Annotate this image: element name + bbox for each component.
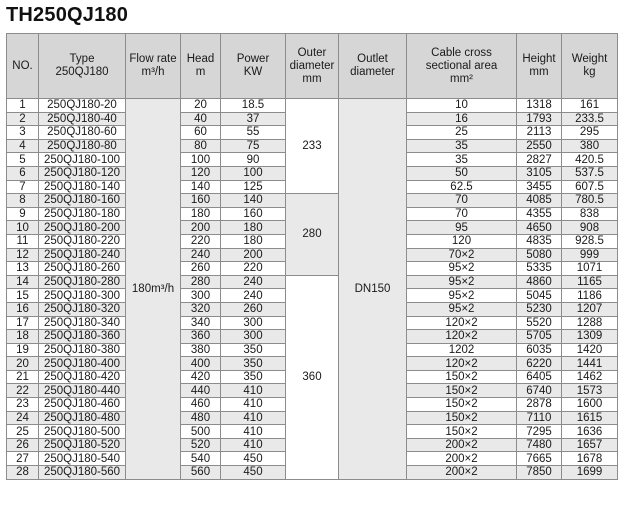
cell-height: 6220 (517, 357, 562, 371)
cell-height: 4355 (517, 207, 562, 221)
cell-cable-area: 95×2 (407, 262, 517, 276)
cell-height: 7480 (517, 438, 562, 452)
cell-power: 410 (221, 425, 286, 439)
cell-height: 3105 (517, 166, 562, 180)
cell-cable-area: 95×2 (407, 275, 517, 289)
table-row (7, 194, 618, 208)
cell-head: 560 (181, 466, 221, 480)
cell-weight: 908 (562, 221, 618, 235)
cell-power: 260 (221, 302, 286, 316)
col-header-height: Height mm (517, 34, 562, 99)
header-row (7, 34, 618, 99)
cell-type: 250QJ180-400 (39, 357, 126, 371)
cell-height: 2113 (517, 126, 562, 140)
cell-type: 250QJ180-20 (39, 99, 126, 113)
cell-head: 400 (181, 357, 221, 371)
cell-cable-area: 62.5 (407, 180, 517, 194)
cell-no: 20 (7, 357, 39, 371)
table-body (7, 99, 618, 480)
cell-weight: 1288 (562, 316, 618, 330)
cell-head: 20 (181, 99, 221, 113)
col-header-head: Head m (181, 34, 221, 99)
page-title: TH250QJ180 (6, 4, 129, 26)
cell-head: 320 (181, 302, 221, 316)
cell-type: 250QJ180-380 (39, 343, 126, 357)
cell-head: 440 (181, 384, 221, 398)
cell-cable-area: 150×2 (407, 370, 517, 384)
cell-height: 7665 (517, 452, 562, 466)
cell-type: 250QJ180-200 (39, 221, 126, 235)
cell-weight: 1462 (562, 370, 618, 384)
cell-weight: 1600 (562, 398, 618, 412)
table-row (7, 99, 618, 113)
cell-weight: 295 (562, 126, 618, 140)
cell-head: 480 (181, 411, 221, 425)
cell-power: 300 (221, 330, 286, 344)
cell-height: 5080 (517, 248, 562, 262)
cell-head: 100 (181, 153, 221, 167)
cell-cable-area: 150×2 (407, 411, 517, 425)
col-header-cable-area: Cable cross sectional area mm² (407, 34, 517, 99)
cell-weight: 1441 (562, 357, 618, 371)
cell-cable-area: 1202 (407, 343, 517, 357)
cell-head: 540 (181, 452, 221, 466)
cell-no: 27 (7, 452, 39, 466)
cell-weight: 1573 (562, 384, 618, 398)
table-row (7, 275, 618, 289)
cell-type: 250QJ180-360 (39, 330, 126, 344)
cell-power: 75 (221, 139, 286, 153)
col-header-flow-rate: Flow rate m³/h (126, 34, 181, 99)
cell-power: 450 (221, 466, 286, 480)
cell-power: 160 (221, 207, 286, 221)
cell-outer-diameter: 233 (286, 99, 339, 194)
cell-head: 520 (181, 438, 221, 452)
cell-type: 250QJ180-260 (39, 262, 126, 276)
cell-type: 250QJ180-500 (39, 425, 126, 439)
cell-head: 260 (181, 262, 221, 276)
cell-head: 120 (181, 166, 221, 180)
cell-power: 90 (221, 153, 286, 167)
cell-cable-area: 50 (407, 166, 517, 180)
cell-weight: 607.5 (562, 180, 618, 194)
cell-power: 350 (221, 343, 286, 357)
cell-height: 6405 (517, 370, 562, 384)
cell-head: 280 (181, 275, 221, 289)
cell-type: 250QJ180-160 (39, 194, 126, 208)
cell-cable-area: 70 (407, 194, 517, 208)
cell-height: 5520 (517, 316, 562, 330)
cell-no: 10 (7, 221, 39, 235)
cell-power: 100 (221, 166, 286, 180)
cell-cable-area: 150×2 (407, 425, 517, 439)
cell-head: 160 (181, 194, 221, 208)
cell-head: 80 (181, 139, 221, 153)
cell-weight: 233.5 (562, 112, 618, 126)
cell-power: 140 (221, 194, 286, 208)
col-header-weight: Weight kg (562, 34, 618, 99)
cell-weight: 161 (562, 99, 618, 113)
cell-power: 55 (221, 126, 286, 140)
cell-type: 250QJ180-180 (39, 207, 126, 221)
cell-weight: 1309 (562, 330, 618, 344)
cell-height: 5705 (517, 330, 562, 344)
cell-weight: 1420 (562, 343, 618, 357)
cell-type: 250QJ180-520 (39, 438, 126, 452)
cell-head: 220 (181, 234, 221, 248)
cell-height: 7850 (517, 466, 562, 480)
cell-head: 180 (181, 207, 221, 221)
cell-power: 410 (221, 411, 286, 425)
cell-outlet-diameter: DN150 (339, 99, 407, 480)
cell-power: 37 (221, 112, 286, 126)
cell-type: 250QJ180-140 (39, 180, 126, 194)
cell-type: 250QJ180-300 (39, 289, 126, 303)
cell-height: 2878 (517, 398, 562, 412)
cell-weight: 380 (562, 139, 618, 153)
cell-power: 410 (221, 438, 286, 452)
cell-height: 4650 (517, 221, 562, 235)
cell-cable-area: 35 (407, 153, 517, 167)
cell-weight: 1615 (562, 411, 618, 425)
cell-no: 16 (7, 302, 39, 316)
cell-power: 240 (221, 275, 286, 289)
cell-power: 180 (221, 221, 286, 235)
cell-no: 1 (7, 99, 39, 113)
cell-no: 26 (7, 438, 39, 452)
cell-type: 250QJ180-220 (39, 234, 126, 248)
cell-height: 7295 (517, 425, 562, 439)
cell-no: 11 (7, 234, 39, 248)
cell-height: 5230 (517, 302, 562, 316)
cell-type: 250QJ180-100 (39, 153, 126, 167)
col-header-outer-diameter: Outer diameter mm (286, 34, 339, 99)
col-header-outlet-diameter: Outlet diameter (339, 34, 407, 99)
cell-head: 40 (181, 112, 221, 126)
cell-height: 7110 (517, 411, 562, 425)
cell-height: 4085 (517, 194, 562, 208)
cell-head: 420 (181, 370, 221, 384)
cell-no: 8 (7, 194, 39, 208)
cell-weight: 1207 (562, 302, 618, 316)
cell-no: 22 (7, 384, 39, 398)
cell-cable-area: 200×2 (407, 438, 517, 452)
cell-head: 380 (181, 343, 221, 357)
cell-no: 7 (7, 180, 39, 194)
cell-power: 450 (221, 452, 286, 466)
cell-weight: 1699 (562, 466, 618, 480)
cell-power: 220 (221, 262, 286, 276)
cell-no: 15 (7, 289, 39, 303)
cell-type: 250QJ180-60 (39, 126, 126, 140)
cell-height: 6740 (517, 384, 562, 398)
cell-no: 17 (7, 316, 39, 330)
cell-no: 18 (7, 330, 39, 344)
cell-no: 12 (7, 248, 39, 262)
cell-power: 300 (221, 316, 286, 330)
cell-cable-area: 120×2 (407, 330, 517, 344)
cell-cable-area: 200×2 (407, 452, 517, 466)
cell-no: 2 (7, 112, 39, 126)
cell-power: 180 (221, 234, 286, 248)
cell-height: 5045 (517, 289, 562, 303)
cell-head: 140 (181, 180, 221, 194)
cell-cable-area: 120 (407, 234, 517, 248)
cell-head: 460 (181, 398, 221, 412)
cell-height: 3455 (517, 180, 562, 194)
cell-head: 500 (181, 425, 221, 439)
cell-height: 2550 (517, 139, 562, 153)
cell-height: 1318 (517, 99, 562, 113)
cell-no: 13 (7, 262, 39, 276)
cell-height: 4835 (517, 234, 562, 248)
cell-height: 4860 (517, 275, 562, 289)
cell-weight: 1636 (562, 425, 618, 439)
cell-weight: 1186 (562, 289, 618, 303)
cell-weight: 1678 (562, 452, 618, 466)
cell-type: 250QJ180-540 (39, 452, 126, 466)
cell-no: 14 (7, 275, 39, 289)
cell-weight: 780.5 (562, 194, 618, 208)
cell-weight: 1165 (562, 275, 618, 289)
cell-type: 250QJ180-420 (39, 370, 126, 384)
cell-cable-area: 200×2 (407, 466, 517, 480)
cell-power: 200 (221, 248, 286, 262)
cell-cable-area: 120×2 (407, 357, 517, 371)
cell-no: 3 (7, 126, 39, 140)
cell-weight: 1657 (562, 438, 618, 452)
cell-height: 1793 (517, 112, 562, 126)
cell-no: 5 (7, 153, 39, 167)
cell-power: 125 (221, 180, 286, 194)
cell-weight: 1071 (562, 262, 618, 276)
cell-no: 23 (7, 398, 39, 412)
cell-weight: 537.5 (562, 166, 618, 180)
cell-flow-rate: 180m³/h (126, 99, 181, 480)
cell-type: 250QJ180-560 (39, 466, 126, 480)
cell-cable-area: 95×2 (407, 289, 517, 303)
cell-type: 250QJ180-480 (39, 411, 126, 425)
cell-weight: 928.5 (562, 234, 618, 248)
cell-height: 2827 (517, 153, 562, 167)
cell-no: 6 (7, 166, 39, 180)
cell-cable-area: 25 (407, 126, 517, 140)
cell-type: 250QJ180-120 (39, 166, 126, 180)
cell-power: 410 (221, 384, 286, 398)
cell-power: 410 (221, 398, 286, 412)
cell-type: 250QJ180-440 (39, 384, 126, 398)
cell-no: 21 (7, 370, 39, 384)
cell-outer-diameter: 360 (286, 275, 339, 479)
cell-type: 250QJ180-80 (39, 139, 126, 153)
col-header-type: Type 250QJ180 (39, 34, 126, 99)
cell-cable-area: 95×2 (407, 302, 517, 316)
cell-cable-area: 70 (407, 207, 517, 221)
cell-cable-area: 10 (407, 99, 517, 113)
cell-head: 200 (181, 221, 221, 235)
cell-no: 9 (7, 207, 39, 221)
cell-type: 250QJ180-40 (39, 112, 126, 126)
cell-no: 25 (7, 425, 39, 439)
cell-power: 350 (221, 357, 286, 371)
cell-head: 240 (181, 248, 221, 262)
cell-cable-area: 70×2 (407, 248, 517, 262)
cell-weight: 999 (562, 248, 618, 262)
cell-cable-area: 120×2 (407, 316, 517, 330)
cell-weight: 838 (562, 207, 618, 221)
col-header-power: Power KW (221, 34, 286, 99)
cell-outer-diameter: 280 (286, 194, 339, 276)
cell-power: 240 (221, 289, 286, 303)
cell-type: 250QJ180-240 (39, 248, 126, 262)
cell-no: 28 (7, 466, 39, 480)
cell-no: 24 (7, 411, 39, 425)
cell-cable-area: 150×2 (407, 384, 517, 398)
cell-power: 18.5 (221, 99, 286, 113)
cell-cable-area: 95 (407, 221, 517, 235)
cell-height: 5335 (517, 262, 562, 276)
cell-type: 250QJ180-340 (39, 316, 126, 330)
cell-type: 250QJ180-320 (39, 302, 126, 316)
spec-table (6, 33, 618, 480)
col-header-no: NO. (7, 34, 39, 99)
cell-height: 6035 (517, 343, 562, 357)
cell-type: 250QJ180-280 (39, 275, 126, 289)
cell-no: 4 (7, 139, 39, 153)
cell-head: 60 (181, 126, 221, 140)
cell-cable-area: 16 (407, 112, 517, 126)
cell-power: 350 (221, 370, 286, 384)
cell-no: 19 (7, 343, 39, 357)
cell-cable-area: 150×2 (407, 398, 517, 412)
cell-type: 250QJ180-460 (39, 398, 126, 412)
cell-head: 360 (181, 330, 221, 344)
cell-head: 300 (181, 289, 221, 303)
cell-cable-area: 35 (407, 139, 517, 153)
cell-weight: 420.5 (562, 153, 618, 167)
cell-head: 340 (181, 316, 221, 330)
